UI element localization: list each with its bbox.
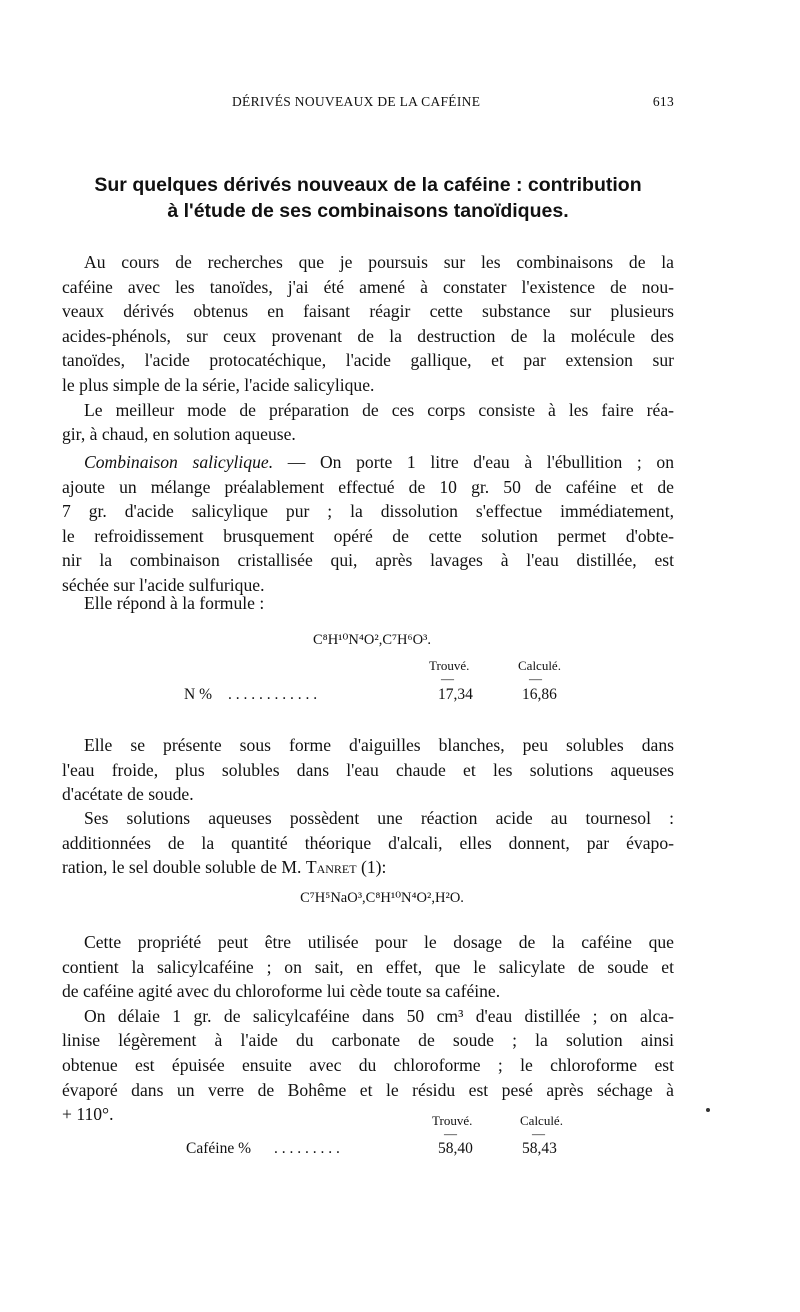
- paragraph-description: [62, 733, 674, 807]
- paragraph-preparation: [62, 398, 674, 447]
- text-line: + 110°.: [62, 1104, 114, 1125]
- text-line: ajoute un mélange préalablement effectué de 10 gr. 50 de caféine et de: [62, 476, 674, 497]
- col-header-calculated: Calculé.: [520, 1113, 563, 1128]
- value-found: 58,40: [438, 1140, 473, 1157]
- text-line: contient la salicylcaféine ; on sait, en effet, que le salicylate de soude et: [62, 956, 674, 977]
- value-calculated: 58,43: [522, 1140, 557, 1157]
- col-dash: —: [441, 671, 454, 686]
- formula-text: C⁷H⁵NaO³,C⁸H¹⁰N⁴O²,H²O.: [300, 890, 464, 906]
- text-line: Elle se présente sous forme d'aiguilles blanches, peu solubles dans: [84, 735, 674, 755]
- analysis-table-caffeine: [62, 1113, 674, 1161]
- text-line: 7 gr. d'acide salicylique pur ; la dissolution s'effectue immédiatement,: [62, 501, 674, 522]
- text-line: séchée sur l'acide sulfurique.: [62, 574, 265, 595]
- dot-leaders: . . . . . . . . .: [274, 1140, 340, 1157]
- text-line: ration, le sel double soluble de M. Tanret (1):: [62, 857, 387, 878]
- text-line: On délaie 1 gr. de salicylcaféine dans 50 cm³ d'eau distillée ; on alca-: [84, 1005, 674, 1026]
- col-header-calculated: Calculé.: [518, 658, 561, 673]
- formula-salicylcaffeine: [62, 632, 674, 649]
- italic-heading: Combinaison salicylique.: [84, 452, 274, 472]
- text-line: nir la combinaison cristallisée qui, après lavages à l'eau distillée, est: [62, 550, 674, 571]
- text-line: gir, à chaud, en solution aqueuse.: [62, 424, 296, 445]
- dot-leaders: . . . . . . . . . . . .: [228, 686, 318, 703]
- paragraph-intro: [62, 250, 674, 398]
- paragraph-formula-intro: [62, 591, 674, 616]
- text-line: acides-phénols, sur ceux provenant de la destruction de la molécule des: [62, 325, 674, 346]
- text-line: Elle répond à la formule :: [84, 593, 265, 613]
- title-line-2: à l'étude de ses combinaisons tanoïdiques.: [167, 200, 569, 222]
- text-line: veaux dérivés obtenus en faisant réagir cette substance sur plusieurs: [62, 301, 674, 322]
- text-line: Ses solutions aqueuses possèdent une réaction acide au tournesol :: [84, 808, 674, 828]
- col-dash: —: [444, 1126, 457, 1141]
- author-name: Tanret: [305, 857, 357, 878]
- col-header-found: Trouvé.: [432, 1113, 473, 1128]
- running-header: [62, 94, 674, 114]
- col-dash: —: [529, 671, 542, 686]
- analysis-table-nitrogen: [62, 658, 674, 706]
- text-line: caféine avec les tanoïdes, j'ai été amené à constater l'existence de nou-: [62, 276, 674, 297]
- formula-double-salt: [62, 890, 674, 907]
- text-line: l'eau froide, plus solubles dans l'eau chaude et les solutions aqueuses: [62, 759, 674, 780]
- row-label: N %: [184, 686, 212, 703]
- text-line: Au cours de recherches que je poursuis sur les combinaisons de la: [84, 252, 674, 272]
- paragraph-procedure: [62, 1004, 674, 1127]
- text-line: le plus simple de la série, l'acide salicylique.: [62, 374, 375, 395]
- col-header-found: Trouvé.: [429, 658, 470, 673]
- text-line: évaporé dans un verre de Bohême et le résidu est pesé après séchage à: [62, 1079, 674, 1100]
- text-line: Le meilleur mode de préparation de ces corps consiste à les faire réa-: [84, 399, 674, 420]
- article-title: [62, 172, 674, 224]
- row-label: Caféine %: [186, 1140, 251, 1157]
- text-line: d'acétate de soude.: [62, 784, 194, 805]
- paragraph-solutions: [62, 806, 674, 880]
- text-line: tanoïdes, l'acide protocatéchique, l'acide gallique, et par extension sur: [62, 350, 674, 371]
- value-found: 17,34: [438, 686, 473, 703]
- col-dash: —: [532, 1126, 545, 1141]
- formula-text: C⁸H¹⁰N⁴O²,C⁷H⁶O³.: [312, 632, 432, 648]
- value-calculated: 16,86: [522, 686, 557, 703]
- running-title: DÉRIVÉS NOUVEAUX DE LA CAFÉINE: [232, 94, 481, 109]
- text-line: obtenue est épuisée ensuite avec du chloroforme ; le chloroforme est: [62, 1054, 674, 1075]
- text-line: linise légèrement à l'aide du carbonate de soude ; la solution ainsi: [62, 1030, 674, 1051]
- title-line-1: Sur quelques dérivés nouveaux de la caféine : contribution: [94, 174, 642, 196]
- print-speck: [706, 1108, 710, 1112]
- paragraph-salicylic: [62, 450, 674, 598]
- page-number: 613: [652, 94, 674, 109]
- paragraph-dosage: [62, 930, 674, 1004]
- text-line: Cette propriété peut être utilisée pour le dosage de la caféine que: [84, 932, 674, 952]
- text-line: Combinaison salicylique. — On porte 1 litre d'eau à l'ébullition ; on: [84, 452, 675, 472]
- text-line: additionnées de la quantité théorique d'alcali, elles donnent, par évapo-: [62, 832, 674, 853]
- text-line: le refroidissement brusquement opéré de cette solution permet d'obte-: [62, 525, 674, 546]
- text-line: de caféine agité avec du chloroforme lui cède toute sa caféine.: [62, 981, 501, 1002]
